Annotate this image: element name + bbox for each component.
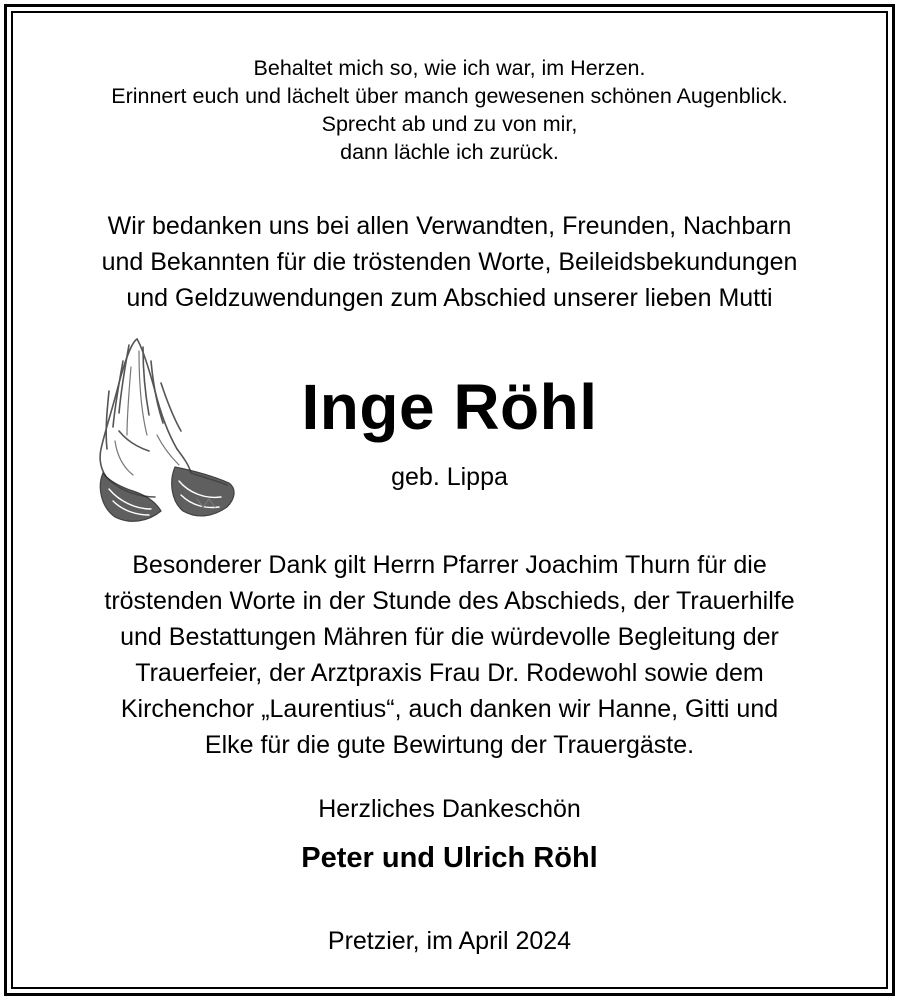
birth-name: geb. Lippa (391, 463, 508, 491)
poem-line: Erinnert euch und lächelt über manch gewesenen schönen Augenblick. (111, 84, 788, 108)
closing-greeting: Herzliches Dankeschön (318, 795, 581, 823)
intro-line: Wir bedanken uns bei allen Verwandten, Freunden, Nachbarn (107, 212, 792, 240)
thanks-line: und Bestattungen Mähren für die würdevolle Begleitung der (120, 623, 779, 651)
poem-line: Sprecht ab und zu von mir, (321, 112, 578, 136)
thanks-line: Besonderer Dank gilt Herrn Pfarrer Joachim Thurn für die (132, 551, 767, 579)
obituary-notice (13, 13, 886, 987)
signers: Peter und Ulrich Röhl (301, 842, 598, 874)
thanks-line: tröstenden Worte in der Stunde des Abschieds, der Trauerhilfe (104, 587, 795, 615)
thanks-line: Trauerfeier, der Arztpraxis Frau Dr. Rodewohl sowie dem (135, 659, 764, 687)
deceased-name: Inge Röhl (301, 371, 598, 443)
thanks-line: Elke für die gute Bewirtung der Trauergäste. (204, 731, 695, 759)
intro-line: und Bekannten für die tröstenden Worte, Beileidsbekundungen (101, 248, 798, 276)
poem-line: dann lächle ich zurück. (340, 140, 559, 164)
poem-line: Behaltet mich so, wie ich war, im Herzen. (253, 56, 646, 80)
place-date: Pretzier, im April 2024 (327, 927, 572, 955)
intro-line: und Geldzuwendungen zum Abschied unserer lieben Mutti (126, 284, 773, 312)
thanks-line: Kirchenchor „Laurentius“, auch danken wir Hanne, Gitti und (120, 695, 779, 723)
